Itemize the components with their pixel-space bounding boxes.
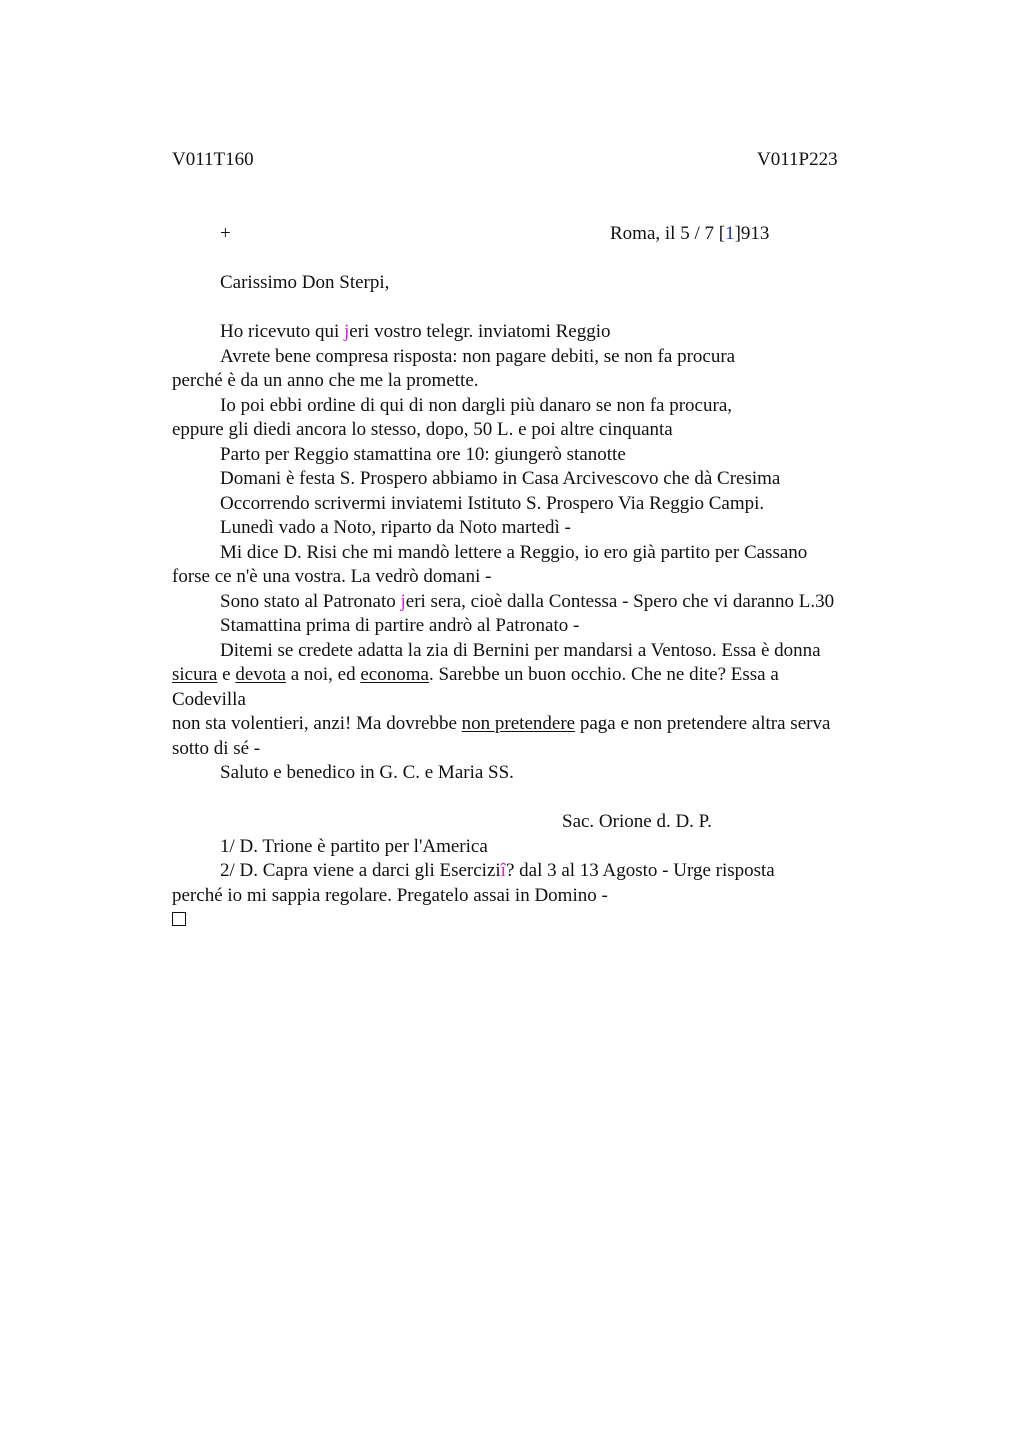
letter-line: Mi dice D. Risi che mi mandò lettere a Reggio, io ero già partito per Cassano — [220, 541, 808, 563]
text-span: eri vostro telegr. inviatomi Reggio — [349, 321, 611, 342]
letter-line: Ditemi se credete adatta la zia di Bernini per mandarsi a Ventoso. Essa è donna — [220, 639, 821, 661]
signature: Sac. Orione d. D. P. — [562, 811, 712, 832]
text-span: non sta volentieri, anzi! Ma dovrebbe — [172, 713, 462, 734]
correction-mark: j — [400, 590, 406, 612]
letter-line: forse ce n'è una vostra. La vedrò domani - — [172, 566, 492, 587]
letter-line: Lunedì vado a Noto, riparto da Noto martedì - — [220, 517, 571, 538]
closing-line: Saluto e benedico in G. C. e Maria SS. — [220, 762, 514, 783]
letter-line — [172, 590, 888, 615]
header-left-code: V011T160 — [172, 149, 254, 170]
letter-line: perché è da un anno che me la promette. — [172, 370, 479, 391]
end-box-icon — [172, 912, 186, 926]
letter-line: sotto di sé - — [172, 737, 261, 759]
letter-line — [172, 663, 888, 688]
letter-line: Codevilla — [172, 688, 246, 710]
letter-line: Stamattina prima di partire andrò al Patronato - — [220, 615, 580, 636]
letter-line: eppure gli diedi ancora lo stesso, dopo, 50 L. e poi altre cinquanta — [172, 419, 673, 440]
underlined-word: economa — [360, 664, 429, 685]
end-marker — [172, 908, 888, 933]
letter-line — [172, 320, 888, 345]
letter-body — [172, 320, 888, 933]
text-span: e — [217, 664, 236, 685]
date-prefix: Roma, il 5 / 7 [ — [610, 223, 726, 244]
text-span: . Sarebbe un buon occhio. Che ne dite? Essa a — [428, 664, 779, 685]
correction-mark: j — [344, 321, 350, 342]
date-editorial-insert: 1 — [725, 223, 735, 244]
letter-line: Io poi ebbi ordine di qui di non dargli più danaro se non fa procura, — [220, 394, 732, 416]
date-line — [610, 224, 769, 243]
text-span: Sono stato al Patronato — [220, 590, 401, 612]
text-span: 2/ D. Capra viene a darci gli Esercizi — [220, 860, 501, 881]
postscript-line — [172, 859, 888, 884]
correction-mark: î — [500, 860, 506, 881]
underlined-phrase: non pretendere — [461, 713, 576, 734]
salutation: Carissimo Don Sterpi, — [220, 272, 390, 293]
letter-line — [172, 712, 888, 737]
letter-line: Avrete bene compresa risposta: non pagare debiti, se non fa procura — [220, 345, 736, 367]
spacer — [172, 786, 888, 811]
letter-line: Occorrendo scrivermi inviatemi Istituto S. Prospero Via Reggio Campi. — [220, 492, 765, 514]
date-suffix: ]913 — [734, 223, 770, 244]
text-span: paga e non pretendere altra serva — [575, 713, 831, 734]
text-span: ? dal 3 al 13 Agosto - Urge risposta — [505, 860, 775, 881]
underlined-word: devota — [235, 664, 286, 685]
underlined-word: sicura — [172, 664, 218, 685]
text-span: Ho ricevuto qui — [220, 321, 345, 342]
text-span: a noi, ed — [285, 664, 361, 685]
text-span: eri sera, cioè dalla Contessa - Spero che vi daranno L.30 — [405, 590, 835, 612]
postscript-line: 1/ D. Trione è partito per l'America — [220, 835, 488, 857]
postscript-line: perché io mi sappia regolare. Pregatelo assai in Domino - — [172, 884, 608, 906]
letter-line: Domani è festa S. Prospero abbiamo in Casa Arcivescovo che dà Cresima — [220, 468, 781, 489]
cross-symbol: + — [220, 223, 231, 244]
letter-line: Parto per Reggio stamattina ore 10: giungerò stanotte — [220, 443, 626, 465]
header-right-code: V011P223 — [757, 149, 838, 170]
